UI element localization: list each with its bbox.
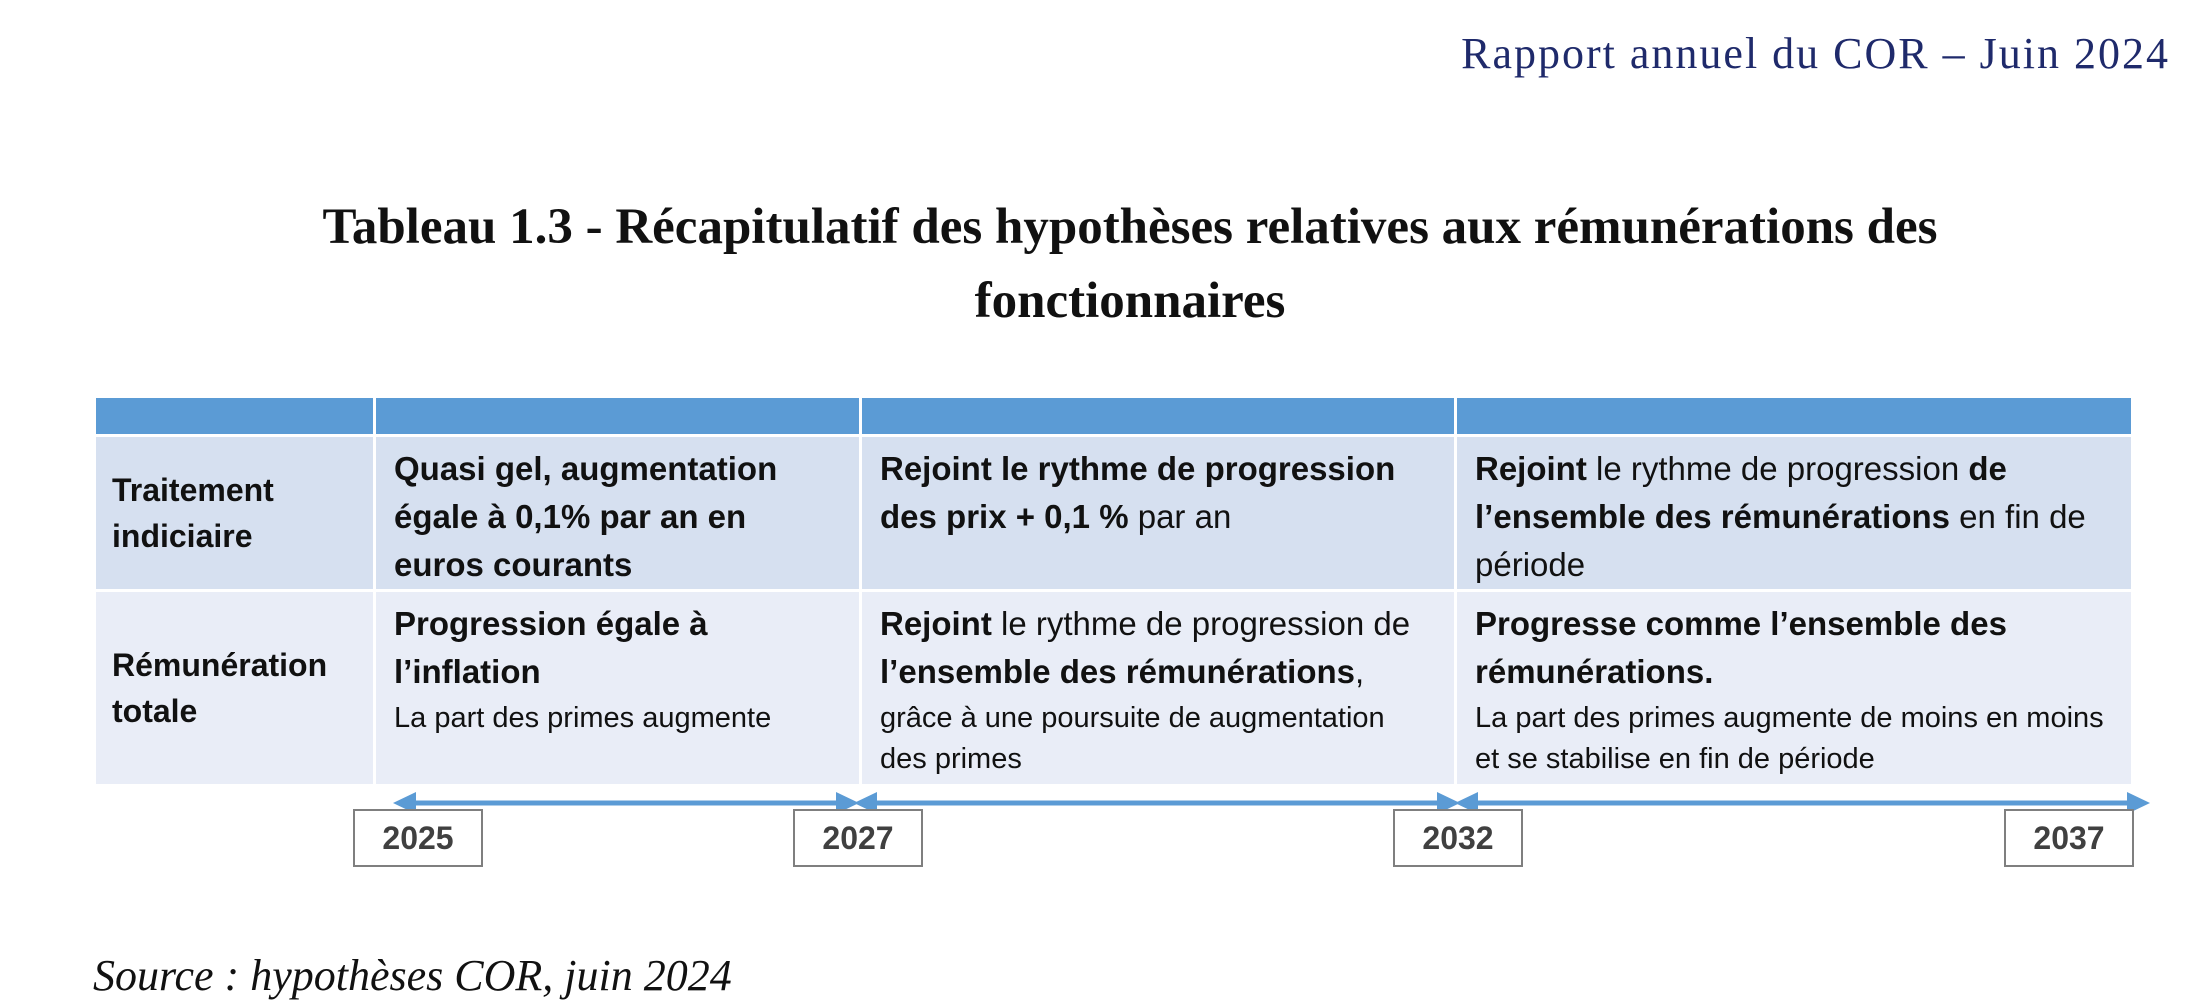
table-title-line2: fonctionnaires: [974, 273, 1286, 329]
row-label-line: Traitement: [112, 472, 274, 508]
row-label-line: Rémunération: [112, 647, 328, 683]
cell-note: La part des primes augmente: [394, 702, 772, 734]
cell-text: le rythme de progression: [1586, 450, 1969, 487]
cell-text: ,: [1355, 653, 1365, 690]
cell-note: grâce à une poursuite de augmentation des primes: [880, 702, 1385, 775]
cell-text: le rythme de progression de: [991, 605, 1411, 642]
cell-bold-text: Rejoint le rythme de progression des prix + 0,1 %: [880, 450, 1396, 535]
row-label-line: indiciaire: [112, 518, 253, 554]
cell-bold-text: Rejoint: [880, 605, 992, 642]
cell-bold-text: Rejoint: [1475, 450, 1587, 487]
row-label-line: totale: [112, 693, 198, 729]
cell-note: La part des primes augmente de moins en moins et se stabilise en fin de période: [1475, 702, 2104, 775]
cell-bold-text: de l’ensemble des rémunérations: [1475, 450, 2007, 535]
cell-text: par an: [1128, 498, 1232, 535]
year-box-2032: 2032: [1393, 809, 1523, 867]
cell-text: en fin de période: [1475, 498, 2086, 583]
cell-bold-text: Quasi gel, augmentation égale à 0,1% par an en euros courants: [394, 450, 778, 583]
year-box-2027: 2027: [793, 809, 923, 867]
timeline-arrows: [393, 792, 2150, 814]
cell-bold-text: Progression égale à l’inflation: [394, 605, 708, 690]
cell-bold-text: l’ensemble des rémunérations: [880, 653, 1356, 690]
source-note: Source : hypothèses COR, juin 2024: [93, 951, 732, 1000]
running-header: Rapport annuel du COR – Juin 2024: [1461, 29, 2170, 78]
year-box-2037: 2037: [2004, 809, 2134, 867]
table-title-line1: Tableau 1.3 - Récapitulatif des hypothèses relatives aux rémunérations des: [322, 199, 1938, 255]
cell-bold-text: Progresse comme l’ensemble des rémunérations.: [1475, 605, 2007, 690]
year-box-2025: 2025: [353, 809, 483, 867]
